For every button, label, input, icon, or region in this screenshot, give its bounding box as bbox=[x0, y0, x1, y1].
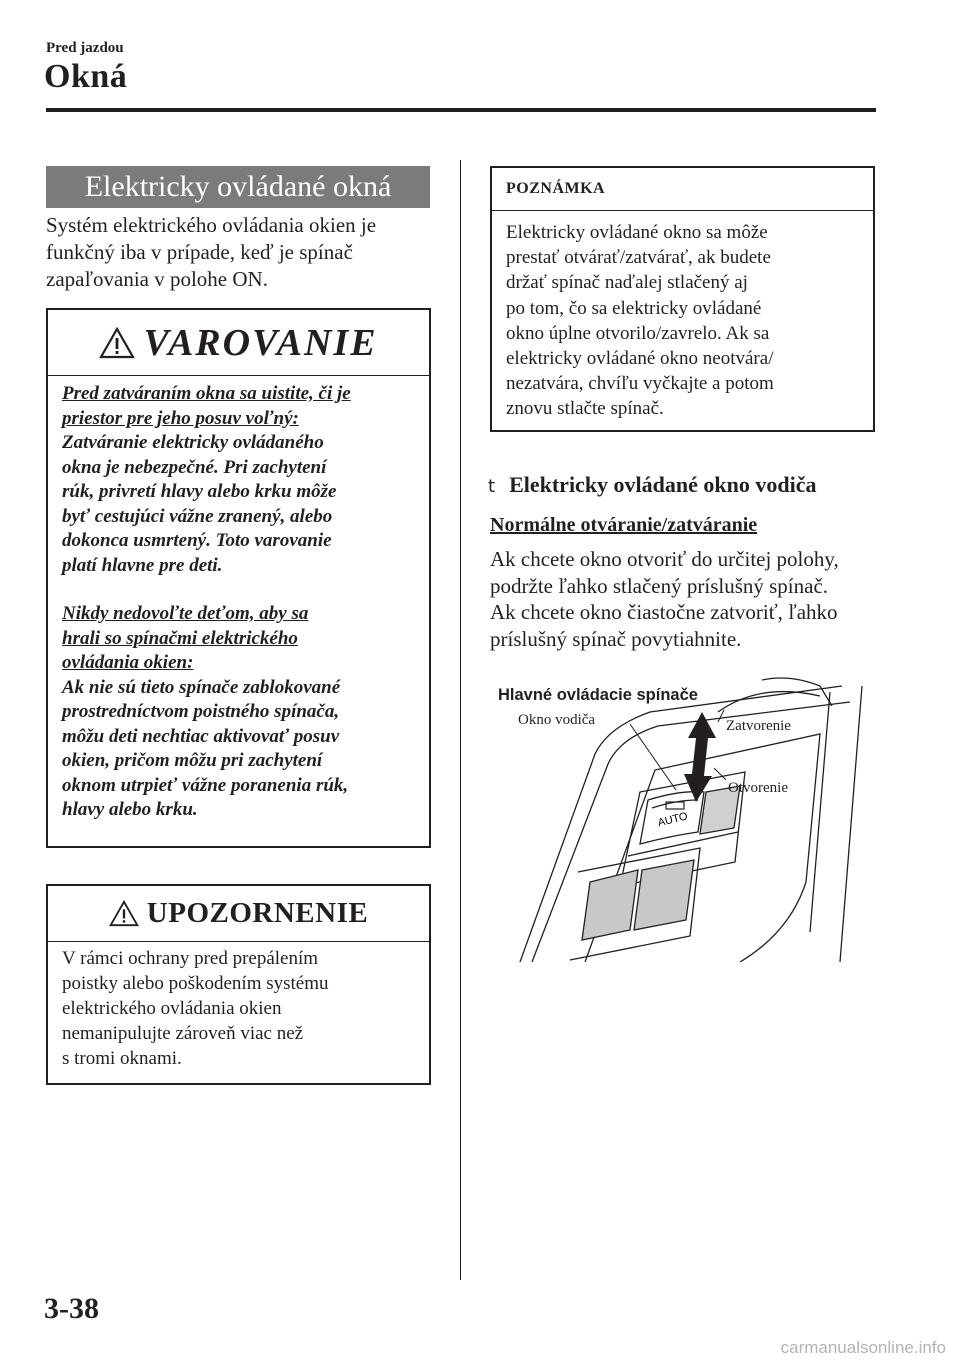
warning-triangle-icon bbox=[109, 900, 139, 927]
caution-line: nemanipulujte zároveň viac než bbox=[62, 1023, 304, 1044]
auto-label: AUTO bbox=[656, 810, 689, 830]
note-line: po tom, čo sa elektricky ovládané bbox=[506, 297, 762, 319]
warning-triangle-icon bbox=[99, 327, 135, 359]
warning-text-line: hlavy alebo krku. bbox=[62, 799, 198, 820]
main-switches-label: Hlavné ovládacie spínače bbox=[498, 686, 698, 704]
caution-box bbox=[46, 884, 431, 1085]
note-line: prestať otvárať/zatvárať, ak budete bbox=[506, 247, 771, 269]
paragraph-line: príslušný spínač povytiahnite. bbox=[490, 626, 742, 651]
warning-text-line: dokonca usmrtený. Toto varovanie bbox=[62, 530, 332, 551]
caution-line: s tromi oknami. bbox=[62, 1048, 182, 1069]
caution-header bbox=[48, 886, 429, 942]
warning-text-line: Ak nie sú tieto spínače zablokované bbox=[62, 676, 341, 698]
warning-text-line: prostredníctvom poistného spínača, bbox=[62, 701, 340, 722]
intro-paragraph: Systém elektrického ovládania okien je funkčný iba v prípade, keď je spínač zapaľovania v polohe ON. bbox=[46, 213, 377, 291]
note-line: Elektricky ovládané okno sa môže bbox=[506, 222, 768, 243]
driver-window-heading bbox=[488, 472, 816, 498]
paragraph-line: Ak chcete okno čiastočne zatvoriť, ľahko bbox=[490, 600, 838, 624]
warning-box bbox=[46, 308, 431, 848]
caution-title: UPOZORNENIE bbox=[146, 897, 369, 929]
close-label: Zatvorenie bbox=[726, 718, 791, 734]
warning-lead-line: priestor pre jeho posuv voľný: bbox=[62, 407, 299, 429]
driver-window-label: Okno vodiča bbox=[518, 712, 596, 728]
breadcrumb: Pred jazdou bbox=[46, 40, 124, 56]
warning-lead-line: Pred zatváraním okna sa uistite, či je bbox=[62, 383, 351, 404]
warning-text-line: oknom utrpieť vážne poranenia rúk, bbox=[62, 774, 349, 796]
warning-title: VAROVANIE bbox=[143, 321, 378, 364]
warning-text-line: môžu deti nechtiac aktivovať posuv bbox=[62, 725, 340, 747]
title-rule bbox=[46, 108, 876, 112]
driver-window-heading-text: Elektricky ovládané okno vodiča bbox=[509, 472, 817, 497]
power-window-switch-illustration bbox=[490, 672, 880, 962]
column-divider bbox=[460, 160, 461, 1280]
warning-text-line: Zatváranie elektricky ovládaného bbox=[62, 432, 324, 453]
section-marker: t bbox=[488, 476, 496, 497]
note-header bbox=[492, 168, 873, 211]
section-heading: Elektricky ovládané okná bbox=[46, 166, 430, 208]
up-down-arrow-icon bbox=[684, 712, 716, 802]
note-line: držať spínač naďalej stlačený aj bbox=[506, 272, 748, 294]
warning-body bbox=[62, 382, 422, 823]
page-title: Okná bbox=[44, 58, 128, 95]
note-line: elektricky ovládané okno neotvára/ bbox=[506, 348, 774, 370]
watermark: carmanualsonline.info bbox=[780, 1338, 946, 1357]
driver-window-paragraph bbox=[490, 546, 880, 652]
warning-text-line: okna je nebezpečné. Pri zachytení bbox=[62, 456, 327, 478]
normal-operation-subheading: Normálne otváranie/zatváranie bbox=[490, 514, 758, 536]
caution-body bbox=[62, 946, 422, 1071]
warning-lead-line: Nikdy nedovoľte deťom, aby sa bbox=[62, 603, 309, 624]
warning-header bbox=[48, 310, 429, 376]
warning-text-line: rúk, privretí hlavy alebo krku môže bbox=[62, 481, 337, 502]
caution-line: poistky alebo poškodením systému bbox=[62, 973, 329, 994]
warning-text-line: byť cestujúci vážne zranený, alebo bbox=[62, 505, 333, 527]
note-box bbox=[490, 166, 875, 432]
page-number: 3-38 bbox=[44, 1292, 99, 1325]
caution-line: V rámci ochrany pred prepálením bbox=[62, 948, 319, 969]
caution-line: elektrického ovládania okien bbox=[62, 998, 282, 1019]
note-line: znovu stlačte spínač. bbox=[506, 398, 664, 420]
warning-text-line: platí hlavne pre deti. bbox=[62, 554, 223, 576]
paragraph-line: podržte ľahko stlačený príslušný spínač. bbox=[490, 573, 829, 598]
warning-lead-line: hrali so spínačmi elektrického bbox=[62, 627, 298, 649]
warning-text-line: okien, pričom môžu pri zachytení bbox=[62, 750, 323, 771]
note-line: okno úplne otvorilo/zavrelo. Ak sa bbox=[506, 322, 770, 344]
open-label: Otvorenie bbox=[728, 780, 788, 796]
paragraph-line: Ak chcete okno otvoriť do určitej polohy, bbox=[490, 547, 839, 571]
note-title: POZNÁMKA bbox=[506, 180, 606, 197]
note-line: nezatvára, chvíľu vyčkajte a potom bbox=[506, 373, 774, 395]
note-body bbox=[506, 220, 866, 422]
warning-lead-line: ovládania okien: bbox=[62, 652, 194, 673]
